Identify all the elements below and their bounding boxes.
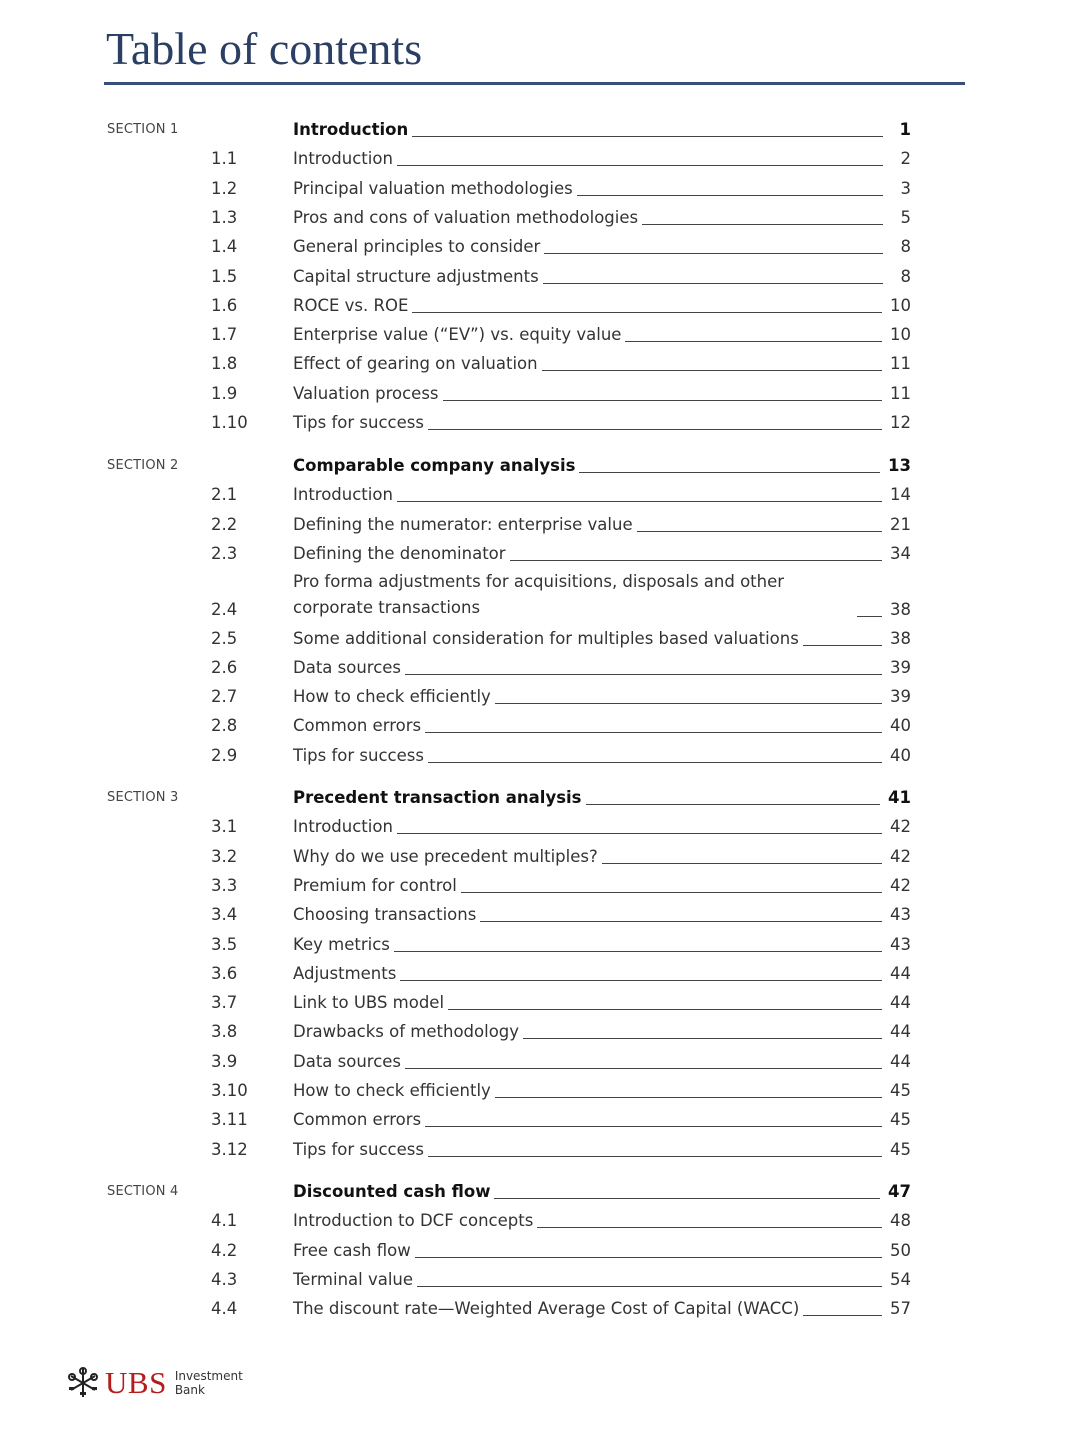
dot-leader — [637, 531, 882, 532]
toc-entry[interactable] — [211, 624, 911, 653]
dot-leader — [461, 892, 882, 893]
entry-page-number: 41 — [888, 788, 911, 807]
dot-leader — [412, 312, 882, 313]
entry-page-number: 40 — [890, 745, 911, 765]
entry-body — [293, 295, 911, 320]
dot-leader — [394, 951, 882, 952]
toc-entry[interactable] — [211, 900, 911, 929]
dot-leader — [480, 921, 882, 922]
entry-page-number: 5 — [900, 207, 911, 227]
entry-number: 3.1 — [211, 817, 238, 837]
toc-section-heading[interactable] — [211, 783, 911, 812]
entry-number: 3.12 — [211, 1139, 248, 1159]
entry-title: Tips for success — [293, 413, 424, 432]
entry-title: Data sources — [293, 657, 402, 677]
dot-leader — [803, 645, 882, 646]
entry-title: Discounted cash flow — [293, 1182, 491, 1201]
dot-leader — [448, 1009, 882, 1010]
entry-page-number: 54 — [890, 1269, 911, 1289]
entry-title: Common errors — [293, 716, 422, 736]
entry-body — [293, 1139, 911, 1164]
entry-page-number: 39 — [890, 687, 911, 707]
toc-entry[interactable] — [211, 144, 911, 173]
entry-number: 2.7 — [211, 687, 238, 707]
logo-subtitle — [175, 1369, 243, 1397]
section-label: SECTION 1 — [107, 122, 179, 137]
entry-page-number: 43 — [890, 905, 911, 925]
entry-body — [293, 569, 911, 624]
entry-number: 1.9 — [211, 383, 238, 403]
dot-leader — [494, 1198, 880, 1199]
dot-leader — [577, 195, 883, 196]
dot-leader — [495, 1097, 882, 1098]
toc-entry[interactable] — [211, 871, 911, 900]
dot-leader — [523, 1038, 882, 1039]
entry-page-number: 44 — [890, 1022, 911, 1042]
entry-number: 4.2 — [211, 1240, 238, 1260]
dot-leader — [542, 370, 882, 371]
dot-leader — [579, 472, 880, 473]
entry-page-number: 42 — [890, 846, 911, 866]
dot-leader — [625, 341, 882, 342]
entry-number: 1.10 — [211, 413, 248, 432]
entry-page-number: 47 — [888, 1182, 911, 1201]
entry-page-number: 45 — [890, 1139, 911, 1159]
toc-entry[interactable] — [211, 1017, 911, 1046]
entry-number: 3.7 — [211, 993, 238, 1013]
entry-page-number: 38 — [890, 600, 911, 620]
section-label: SECTION 4 — [107, 1184, 179, 1199]
dot-leader — [537, 1227, 882, 1228]
toc-entry[interactable] — [211, 232, 911, 261]
dot-leader — [602, 863, 882, 864]
entry-number: 2.3 — [211, 543, 238, 563]
entry-page-number: 12 — [890, 413, 911, 432]
toc-entry[interactable] — [211, 349, 911, 378]
entry-number: 2.1 — [211, 485, 238, 505]
entry-title: General principles to consider — [293, 237, 541, 257]
dot-leader — [405, 674, 882, 675]
entry-number: 2.5 — [211, 628, 238, 648]
entry-page-number: 48 — [890, 1211, 911, 1231]
entry-body — [293, 715, 911, 740]
toc-entry[interactable] — [211, 682, 911, 711]
entry-number: 4.1 — [211, 1211, 238, 1231]
entry-body — [293, 1051, 911, 1076]
toc-entry[interactable] — [211, 1047, 911, 1076]
entry-title: Valuation process — [293, 383, 439, 403]
toc-entry[interactable] — [211, 988, 911, 1017]
toc-entry[interactable] — [211, 1076, 911, 1105]
dot-leader — [543, 283, 883, 284]
dot-leader — [400, 980, 882, 981]
entry-title: Why do we use precedent multiples? — [293, 846, 598, 866]
entry-body — [293, 1181, 911, 1206]
toc-section-heading[interactable] — [211, 1177, 911, 1206]
entry-number: 3.6 — [211, 963, 238, 983]
toc-entry[interactable] — [211, 959, 911, 988]
toc-entry[interactable] — [211, 1236, 911, 1265]
entry-page-number: 11 — [890, 354, 911, 374]
toc-entry[interactable] — [211, 930, 911, 959]
entry-title: Principal valuation methodologies — [293, 178, 573, 198]
entry-body — [293, 353, 911, 378]
entry-body — [293, 236, 911, 261]
entry-page-number: 8 — [900, 237, 911, 257]
entry-title: Introduction — [293, 817, 393, 837]
entry-page-number: 14 — [890, 485, 911, 505]
dot-leader — [857, 616, 882, 617]
entry-body — [293, 657, 911, 682]
dot-leader — [397, 501, 882, 502]
dot-leader — [544, 253, 883, 254]
dot-leader — [425, 1126, 882, 1127]
entry-body — [293, 1210, 911, 1235]
dot-leader — [415, 1257, 882, 1258]
entry-title: Tips for success — [293, 1139, 424, 1159]
toc-entry[interactable] — [211, 174, 911, 203]
dot-leader — [397, 833, 882, 834]
entry-page-number: 40 — [890, 716, 911, 736]
entry-title: How to check efficiently — [293, 687, 491, 707]
dot-leader — [510, 560, 882, 561]
entry-body — [293, 846, 911, 871]
entry-title: Drawbacks of methodology — [293, 1022, 520, 1042]
dot-leader — [443, 400, 882, 401]
entry-body — [293, 1269, 911, 1294]
entry-page-number: 2 — [900, 149, 911, 169]
entry-number: 3.11 — [211, 1110, 248, 1130]
entry-number: 1.4 — [211, 237, 238, 257]
entry-body — [293, 1080, 911, 1105]
entry-page-number: 10 — [890, 325, 911, 345]
toc-section-heading[interactable] — [211, 451, 911, 480]
entry-title: How to check efficiently — [293, 1081, 491, 1100]
entry-title: Common errors — [293, 1110, 422, 1130]
entry-title: Free cash flow — [293, 1240, 411, 1260]
logo-subtitle-line1: Investment — [174, 1369, 243, 1383]
entry-title: ROCE vs. ROE — [293, 295, 409, 315]
entry-number: 3.10 — [211, 1081, 248, 1100]
toc-entry[interactable] — [211, 842, 911, 871]
section-label: SECTION 2 — [107, 458, 179, 473]
entry-page-number: 38 — [890, 628, 911, 648]
entry-page-number: 42 — [890, 817, 911, 837]
entry-number: 1.3 — [211, 207, 238, 227]
entry-body — [293, 266, 911, 291]
section-label: SECTION 3 — [107, 790, 179, 805]
dot-leader — [428, 762, 882, 763]
entry-body — [293, 324, 911, 349]
dot-leader — [803, 1315, 882, 1316]
dot-leader — [405, 1068, 882, 1069]
entry-number: 1.5 — [211, 266, 238, 286]
entry-page-number: 44 — [890, 993, 911, 1013]
entry-title: Introduction — [293, 120, 409, 139]
entry-page-number: 44 — [890, 963, 911, 983]
entry-page-number: 50 — [890, 1240, 911, 1260]
dot-leader — [642, 224, 883, 225]
entry-body — [293, 816, 911, 841]
entry-body — [293, 1021, 911, 1046]
toc-entry[interactable] — [211, 480, 911, 509]
entry-body — [293, 1298, 911, 1323]
entry-page-number: 45 — [890, 1110, 911, 1130]
entry-page-number: 11 — [890, 383, 911, 403]
entry-body — [293, 484, 911, 509]
page-title: Table of contents — [106, 23, 423, 74]
toc-entry[interactable] — [211, 1135, 911, 1164]
toc-entry[interactable] — [211, 711, 911, 740]
entry-body — [293, 963, 911, 988]
entry-title: Link to UBS model — [293, 993, 445, 1013]
entry-title: Introduction to DCF concepts — [293, 1211, 534, 1231]
entry-number: 2.4 — [211, 600, 238, 620]
ubs-keys-icon — [66, 1366, 100, 1400]
entry-title: Tips for success — [293, 745, 424, 765]
toc-entry[interactable] — [211, 1294, 911, 1323]
entry-title: Some additional consideration for multiples based valuations — [293, 628, 799, 648]
dot-leader — [586, 804, 881, 805]
toc-entry[interactable] — [211, 1206, 911, 1235]
entry-title: Data sources — [293, 1051, 402, 1071]
toc-entry[interactable] — [211, 408, 911, 437]
entry-body — [293, 1109, 911, 1134]
entry-number: 3.4 — [211, 905, 238, 925]
toc-entry[interactable] — [211, 568, 911, 624]
toc-entry[interactable] — [211, 741, 911, 770]
entry-body — [293, 383, 911, 408]
entry-number: 1.6 — [211, 295, 238, 315]
toc-entry[interactable] — [211, 320, 911, 349]
entry-page-number: 57 — [890, 1299, 911, 1319]
entry-title: Choosing transactions — [293, 905, 477, 925]
entry-page-number: 13 — [888, 456, 911, 475]
entry-page-number: 34 — [890, 543, 911, 563]
logo-subtitle-line2: Bank — [174, 1383, 205, 1397]
entry-title: Key metrics — [293, 934, 390, 954]
entry-body — [293, 992, 911, 1017]
entry-number: 4.3 — [211, 1269, 238, 1289]
entry-title: Defining the numerator: enterprise value — [293, 514, 633, 534]
entry-page-number: 42 — [890, 875, 911, 895]
entry-body — [293, 628, 911, 653]
title-divider — [104, 82, 965, 85]
entry-number: 1.1 — [211, 149, 238, 169]
ubs-logo — [66, 1366, 243, 1400]
entry-title: Pros and cons of valuation methodologies — [293, 207, 639, 227]
entry-title: Effect of gearing on valuation — [293, 354, 538, 374]
entry-number: 1.8 — [211, 354, 238, 374]
entry-title: Terminal value — [293, 1269, 414, 1289]
entry-body — [293, 904, 911, 929]
entry-page-number: 39 — [890, 657, 911, 677]
entry-body — [293, 207, 911, 232]
entry-body — [293, 412, 911, 437]
toc-entry[interactable] — [211, 203, 911, 232]
dot-leader — [425, 732, 882, 733]
entry-title: Introduction — [293, 485, 393, 505]
entry-page-number: 10 — [890, 295, 911, 315]
toc-entry[interactable] — [211, 510, 911, 539]
entry-body — [293, 1240, 911, 1265]
toc-entry[interactable] — [211, 1105, 911, 1134]
entry-page-number: 45 — [890, 1081, 911, 1100]
toc-entry[interactable] — [211, 291, 911, 320]
entry-number: 2.9 — [211, 745, 238, 765]
entry-title: Adjustments — [293, 963, 397, 983]
entry-number: 1.7 — [211, 325, 238, 345]
entry-page-number: 21 — [890, 514, 911, 534]
entry-title: Introduction — [293, 149, 393, 169]
entry-number: 1.2 — [211, 178, 238, 198]
entry-number: 3.9 — [211, 1051, 238, 1071]
entry-number: 2.2 — [211, 514, 238, 534]
entry-page-number: 43 — [890, 934, 911, 954]
logo-wordmark: UBS — [105, 1365, 167, 1400]
entry-title: Comparable company analysis — [293, 456, 576, 475]
entry-title: Enterprise value (“EV”) vs. equity value — [293, 325, 622, 345]
entry-number: 3.5 — [211, 934, 238, 954]
entry-body — [293, 686, 911, 711]
entry-number: 2.6 — [211, 657, 238, 677]
entry-number: 3.3 — [211, 875, 238, 895]
dot-leader — [417, 1286, 882, 1287]
toc-entry[interactable] — [211, 539, 911, 568]
toc-entry[interactable] — [211, 653, 911, 682]
dot-leader — [495, 703, 882, 704]
entry-title: Premium for control — [293, 875, 457, 895]
entry-body — [293, 543, 911, 568]
dot-leader — [428, 429, 882, 430]
entry-body — [293, 934, 911, 959]
entry-body — [293, 875, 911, 900]
entry-body — [293, 148, 911, 173]
toc-entry[interactable] — [211, 1265, 911, 1294]
entry-title: Capital structure adjustments — [293, 266, 539, 286]
toc-entry[interactable] — [211, 379, 911, 408]
entry-page-number: 8 — [900, 266, 911, 286]
toc-entry[interactable] — [211, 812, 911, 841]
toc-entry[interactable] — [211, 262, 911, 291]
entry-body — [293, 178, 911, 203]
entry-number: 4.4 — [211, 1299, 238, 1319]
entry-page-number: 1 — [899, 120, 911, 139]
entry-page-number: 3 — [900, 178, 911, 198]
entry-page-number: 44 — [890, 1051, 911, 1071]
dot-leader — [397, 165, 883, 166]
entry-body — [293, 119, 911, 144]
dot-leader — [428, 1156, 882, 1157]
toc-section-heading[interactable] — [211, 115, 911, 144]
entry-body — [293, 455, 911, 480]
entry-number: 3.8 — [211, 1022, 238, 1042]
entry-body — [293, 514, 911, 539]
entry-number: 3.2 — [211, 846, 238, 866]
entry-body — [293, 745, 911, 770]
entry-title: Defining the denominator — [293, 543, 506, 563]
dot-leader — [412, 136, 883, 137]
entry-title: Precedent transaction analysis — [293, 788, 582, 807]
entry-title: The discount rate—Weighted Average Cost of Capital (WACC) — [293, 1299, 800, 1319]
entry-number: 2.8 — [211, 716, 238, 736]
entry-body — [293, 787, 911, 812]
entry-title: Pro forma adjustments for acquisitions, disposals and other corporate transactions — [293, 572, 785, 618]
